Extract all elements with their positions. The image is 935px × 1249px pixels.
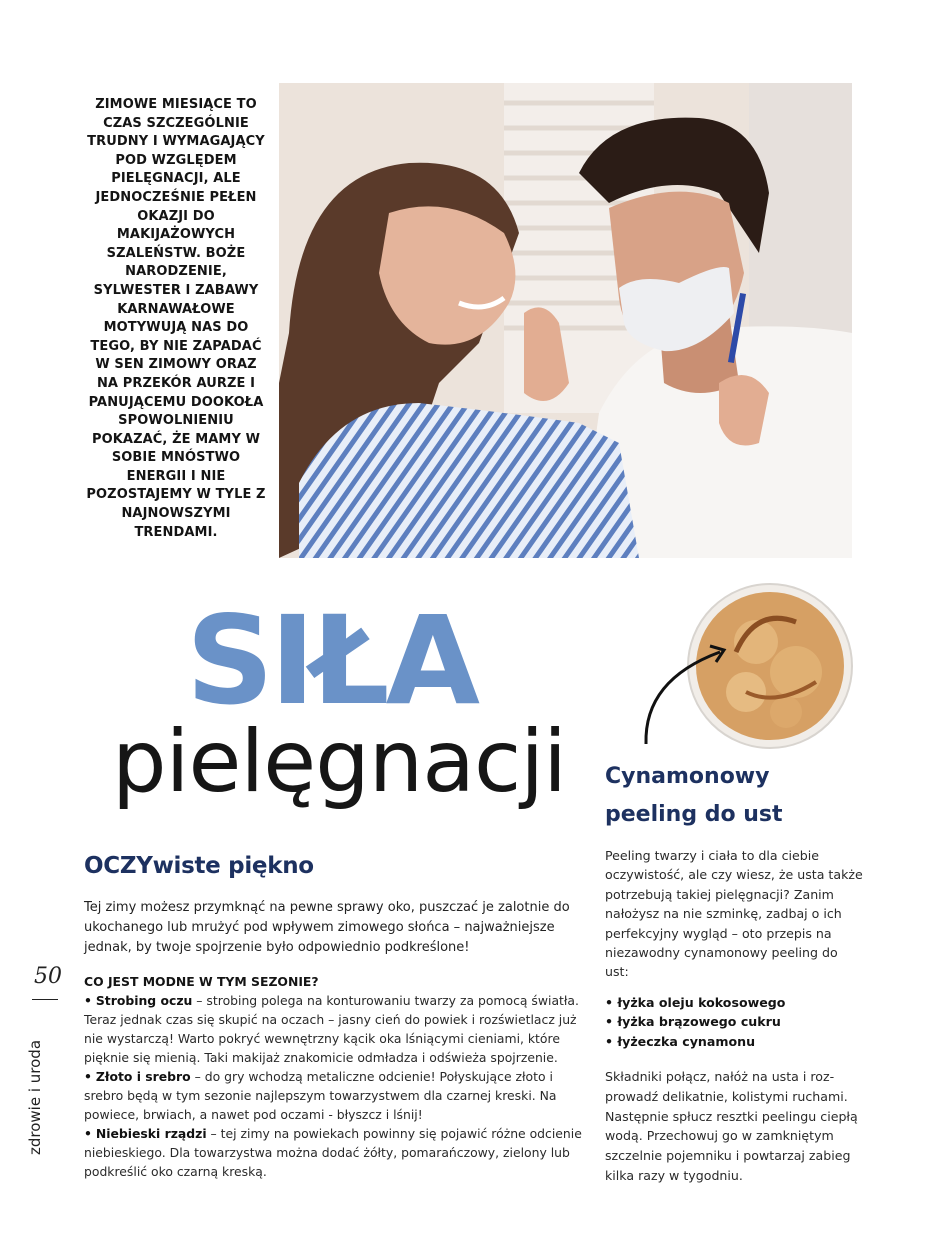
trend-bullet: • — [84, 1126, 92, 1141]
trend-text: – do gry wchodzą metaliczne odcienie! Połyskujące złoto i srebro będą w tym sezonie najlepszym towarzystwem dla czarnej kreski. Na powiece, brwiach, a nawet pod oczami - błyszcz i lśnij! — [84, 1069, 557, 1122]
ingredient-item: • łyżka brązowego cukru — [605, 1014, 781, 1030]
trend-item — [84, 991, 584, 1067]
section-label: zdrowie i uroda — [26, 1039, 44, 1155]
lead-paragraph: Tej zimy możesz przymknąć na pewne sprawy oko, puszczać je zalotnie do ukochanego lub mrużyć pod wpływem zimowego słońca – najważniejsze jednak, by twoje spojrzenie było odpowiednio podkreślone! — [84, 900, 570, 955]
intro-text: ZIMOWE MIESIĄCE TO CZAS SZCZEGÓLNIE TRUDNY I WYMAGAJĄCY POD WZGLĘDEM PIELĘGNACJI, ALE JEDNOCZEŚNIE PEŁEN OKAZJI DO MAKIJAŻOWYCH SZALEŃSTW. BOŻE NARODZENIE, SYLWESTER I ZABAWY KARNAWAŁOWE MOTYWUJĄ NAS DO TEGO, BY NIE ZAPADAĆ W SEN ZIMOWY ORAZ NA PRZEKÓR AURZE I PANUJĄCEMU DOOKOŁA SPOWOLNIENIU POKAZAĆ, ŻE MAMY W SOBIE MNÓSTWO ENERGII I NIE POZOSTAJEMY W TYLE Z NAJNOWSZYMI TRENDAMI. — [86, 97, 266, 540]
trend-name: Strobing oczu — [95, 993, 193, 1008]
ingredient-item: • łyżeczka cynamonu — [605, 1033, 756, 1049]
page-number: 50 — [34, 964, 62, 989]
trend-bullet: • — [84, 1069, 92, 1084]
ingredient-item: • łyżka oleju kokosowego — [605, 995, 786, 1010]
side-heading-line1: Cynamonowy — [605, 764, 770, 789]
trend-text: – strobing polega na konturowaniu twarzy za pomocą światła. Teraz jednak czas się skupić na oczach – jasny cień do powiek i rozświetlacz już nie wystarczą! Warto pokryć wewnętrzny kącik oka lśniącymi cieniami, które pięknie się mienią. Taki makijaż znakomicie odmładza i odświeża spojrzenie. — [84, 993, 579, 1065]
arrow-icon — [640, 640, 730, 750]
trend-item — [84, 1124, 584, 1181]
page-divider — [32, 999, 58, 1000]
title-sila: SIŁA — [186, 590, 477, 732]
trend-name: Niebieski rządzi — [95, 1126, 207, 1141]
section-heading: OCZYwiste piękno — [84, 853, 314, 879]
side-instructions-text: Składniki połącz, nałóż na usta i roz-prowadź delikatnie, kolistymi ruchami. Następnie spłucz resztki peelingu ciepłą wodą. Przechowuj go w zamkniętym szczelnie pojemniku i powtarzaj zabieg kilka razy w tygodniu. — [605, 1069, 858, 1183]
title-pielegnacji: pielęgnacji — [112, 712, 567, 812]
trend-name: Złoto i srebro — [95, 1069, 191, 1084]
side-intro-text: Peeling twarzy i ciała to dla ciebie oczywistość, ale czy wiesz, że usta także potrzebują takiej pielęgnacji? Zanim nałożysz na nie szminkę, zadbaj o ich perfekcyjny wygląd – oto przepis na niezawodny cynamonowy peeling do ust: — [605, 848, 863, 980]
ingredients-list — [605, 993, 865, 1051]
photo-illustration — [279, 83, 852, 558]
trend-item — [84, 1067, 584, 1124]
side-heading — [605, 758, 865, 834]
trend-text: – tej zimy na powiekach powinny się pojawić różne odcienie niebieskiego. Dla towarzystwa można dodać żółty, pomarańczowy, zielony lub podkreślić oko czarną kreską. — [84, 1126, 582, 1179]
trends-title: CO JEST MODNE W TYM SEZONIE? — [84, 974, 319, 989]
couple-photo — [279, 83, 852, 558]
side-heading-line2: peeling do ust — [605, 802, 783, 827]
trend-bullet: • — [84, 993, 92, 1008]
trends-list — [84, 991, 584, 1181]
